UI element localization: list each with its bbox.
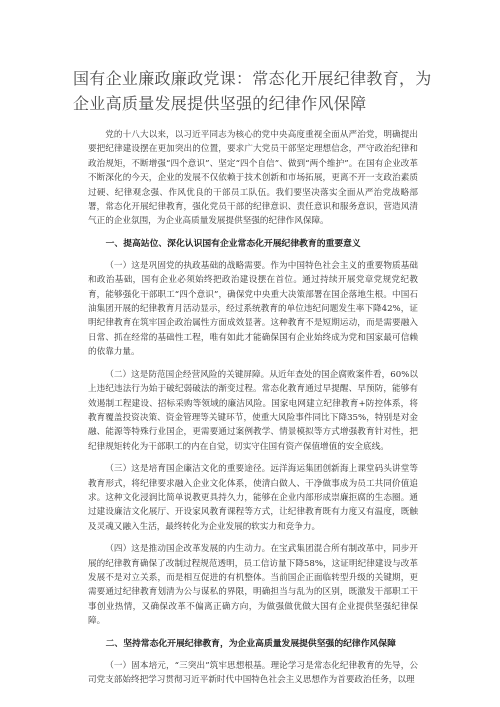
paragraph-1-1: （一）这是巩固党的执政基础的战略需要。作为中国特色社会主义的重要物质基础和政治基础，国有企业必须始终把政治建设摆在首位。通过持续开展党章党规党纪教育，能够强化干部职工“四个意识”，确保党中央重大决策部署在国企落地生根。中国石油集团开展的纪律教育月活动显示，经过系统教育的单位违纪问题发生率下降42%，证明纪律教育在筑牢国企政治属性方面成效显著。这种教育不是短期运动，而是需要融入日常、抓在经常的基础性工程，唯有如此才能确保国有企业始终成为党和国家最可信赖的依靠力量。 (88, 260, 418, 358)
document-body (88, 128, 418, 695)
section-heading-1: 一、提高站位、深化认识国有企业常态化开展纪律教育的重要意义 (105, 238, 361, 249)
intro-paragraph: 党的十八大以来，以习近平同志为核心的党中央高度重视全面从严治党，明确提出要把纪律建设摆在更加突出的位置，要求广大党员干部坚定理想信念，严守政治纪律和政治规矩，不断增强“四个意识”、坚定“四个自信”、做到“两个维护”。在国有企业改革不断深化的今天，企业的发展不仅依赖于技术创新和市场拓展，更离不开一支政治素质过硬、纪律观念强、作风优良的干部员工队伍。我们要坚决落实全面从严治党战略部署，常态化开展纪律教育，强化党员干部的纪律意识、责任意识和服务意识，营造风清气正的企业氛围，为企业高质量发展提供坚强的纪律作风保障。 (88, 130, 418, 227)
section-heading-2: 二、坚持常态化开展纪律教育，为企业高质量发展提供坚强的纪律作风保障 (105, 638, 396, 649)
paragraph-1-3: （三）这是培育国企廉洁文化的重要途径。远洋海运集团创新海上课堂码头讲堂等教育形式，将纪律要求融入企业文化体系，使清白做人、干净做事成为员工共同价值追求。这种文化浸润比简单说教更具持久力，能够在企业内部形成崇廉拒腐的生态圈。通过建设廉洁文化展厅、开设家风教育课程等方式，让纪律教育既有力度又有温度，既触及灵魂又融入生活，最终转化为企业发展的软实力和竞争力。 (88, 464, 418, 532)
paragraph-2-1: （一）固本培元，“三突出”筑牢思想根基。理论学习是常态化纪律教育的先导，公司党支部始终把学习贯彻习近平新时代中国特色社会主义思想作为首要政治任务，以理 (88, 660, 418, 685)
document-title: 国有企业廉政廉政党课：常态化开展纪律教育，为企业高质量发展提供坚强的纪律作风保障 (73, 69, 432, 113)
paragraph-1-2: （二）这是防范国企经营风险的关键屏障。从近年查处的国企腐败案件看，60%以上违纪违法行为始于破纪弱破法的渐变过程。常态化教育通过早提醒、早预防，能够有效遏制工程建设、招标采购等领域的廉洁风险。国家电网建立纪律教育+防控体系，将教育覆盖投资决策、资金管理等关键环节，使重大风险事件同比下降35%，特别是对金融、能源等特殊行业国企，更需要通过案例教学、情景模拟等方式增强教育针对性，把纪律规矩转化为干部职工的内在自觉，切实守住国有资产保值增值的安全底线。 (88, 369, 418, 452)
paragraph-1-4: （四）这是推动国企改革发展的内生动力。在宝武集团混合所有制改革中，同步开展的纪律教育确保了改制过程规范透明，员工信访量下降58%，这证明纪律建设与改革发展不是对立关系，而是相互促进的有机整体。当前国企正面临转型升级的关键期，更需要通过纪律教育划清为公与谋私的界限，明确担当与乱为的区别，既激发干部职工干事创业热情，又确保改革不偏离正确方向，为做强做优做大国有企业提供坚强纪律保障。 (88, 544, 418, 627)
